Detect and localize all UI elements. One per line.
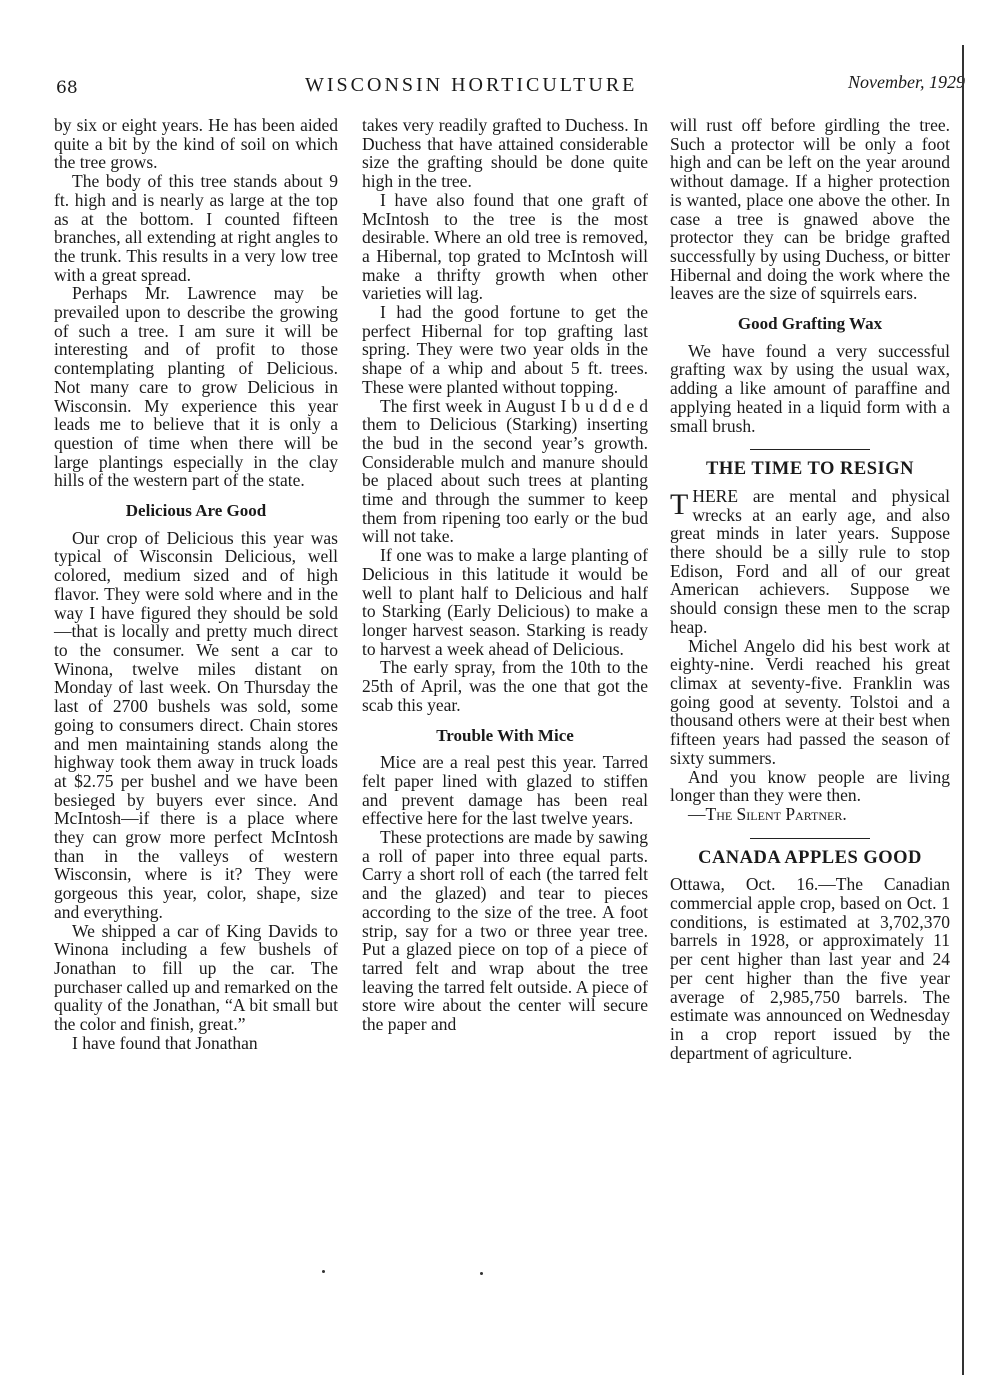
article-title-canada-apples: CANADA APPLES GOOD — [698, 847, 922, 868]
column-2 — [362, 116, 648, 1034]
paragraph: I had the good fortune to get the perfect Hibernal for top grafting last spring. They were two year olds in the shape of a whip and about 5 ft. trees. These were planted without topping. — [362, 302, 648, 397]
paragraph: If one was to make a large planting of Delicious in this latitude it would be well to plant half to Delicious and half to Starking (Early Delicious) to make a longer harvest season. Starking is ready to harvest a week ahead of Delicious. — [362, 545, 648, 659]
paragraph: Michel Angelo did his best work at eighty-nine. Verdi reached his great climax at seventy-five. Franklin was going good at seventy. Tolstoi and a thousand others were at their best when fifteen years had passed the season of sixty summers. — [670, 635, 950, 768]
column-3 — [670, 116, 950, 1062]
drop-cap: T — [670, 487, 689, 521]
paragraph: takes very readily grafted to Duchess. In Duchess that have attained considerable size the grafting should be done quite high in the tree. — [362, 115, 648, 192]
column-1 — [54, 116, 338, 1052]
issue-date: November, 1929 — [848, 72, 965, 92]
paragraph: Ottawa, Oct. 16.—The Canadian commercial apple crop, based on Oct. 1 conditions, is estimated at 3,702,370 barrels in 1928, or approximately 11 per cent higher than last year and 24 per cent higher than the five year average of 2,985,750 barrels. The estimate was announced on Wednesday in a crop report issued by the department of agriculture. — [670, 874, 950, 1063]
paragraph: by six or eight years. He has been aided quite a bit by the kind of soil on which the tree grows. — [54, 115, 338, 173]
journal-title: WISCONSIN HORTICULTURE — [305, 74, 638, 96]
paragraph: I have found that Jonathan — [72, 1032, 258, 1053]
paragraph: These protections are made by sawing a roll of paper into three equal parts. Carry a short roll of each (the tarred felt and the glazed) and tear to pieces according to the size of the tree. A foot strip, say for a two or three year tree. Put a glazed piece on top of a piece of tarred felt and wrap about the tree leaving the tarred felt outside. A piece of store wire about the center will secure the paper and — [362, 827, 648, 1035]
divider — [750, 449, 870, 450]
paragraph: The first week in August I b u d d e d them to Delicious (Starking) inserting the bud in the second year’s growth. Considerable mulch and manure should be placed about such trees at planting time and through the summer to keep them from ripening too early or the bud will not take. — [362, 395, 648, 547]
paragraph: We have found a very successful grafting wax by using the usual wax, adding a like amount of paraffine and applying heated in a liquid form with a small brush. — [670, 340, 950, 436]
paragraph — [670, 487, 950, 637]
paragraph-text: HERE are mental and physical wrecks at an early age, and also great minds in later years. Suppose there should be a silly rule to stop Edison, Ford and all of our great American achievers. Suppose we should consign these men to the scrap heap. — [670, 485, 950, 637]
signature: —The Silent Partner. — [688, 803, 847, 824]
paragraph: The early spray, from the 10th to the 25th of April, was the one that got the scab this year. — [362, 657, 648, 715]
section-heading-delicious: Delicious Are Good — [125, 501, 267, 521]
paragraph: will rust off before girdling the tree. Such a protector will be only a foot high and can be left on the year around without damage. If a higher protection is wanted, place one above the other. In case a tree is gnawed above the protector they can be bridge grafted successfully by using Duchess, or bitter Hibernal and doing the work where the leaves are the size of squirrels ears. — [670, 115, 950, 304]
paragraph: I have also found that one graft of McIntosh to the tree is the most desirable. Where an old tree is removed, a Hibernal, top grated to McIntosh will make a thrifty growth when other varieties will lag. — [362, 189, 648, 304]
speck — [480, 1272, 483, 1275]
speck — [322, 1270, 325, 1273]
paragraph: And you know people are living longer than they were then. — [670, 766, 950, 806]
paragraph: The body of this tree stands about 9 ft. high and is nearly as large at the top as at the bottom. I counted fifteen branches, all extending at right angles to the trunk. This results in a very low tree with a great spread. — [54, 171, 338, 285]
divider — [750, 838, 870, 839]
page-edge-line — [962, 45, 964, 1375]
paragraph: Mice are a real pest this year. Tarred felt paper lined with glazed to stiffen and prevent damage has been real effective here for the last twelve years. — [362, 752, 648, 829]
running-header — [50, 72, 965, 98]
paragraph: Perhaps Mr. Lawrence may be prevailed upon to describe the growing of such a tree. I am sure it will be interesting and of profit to those contemplating planting of Delicious. Not many care to grow Delicious in Wisconsin. My experience this year leads me to believe that it is only a question of time when there will be large plantings especially in the clay hills of the western part of the state. — [54, 283, 338, 491]
paragraph: We shipped a car of King Davids to Winona including a few bushels of Jonathan to fill up the car. The purchaser called up and remarked on the quality of the Jonathan, “A bit small but the color and finish, great.” — [54, 920, 338, 1035]
paragraph: Our crop of Delicious this year was typical of Wisconsin Delicious, well colored, medium sized and of high flavor. They were sold where and in the way I have figured they should be sold—that is locally and pretty much direct to the consumer. We sent a car to Winona, twelve miles distant on Monday of last week. On Thursday the last of 2700 bushels was sold, some going to consumers direct. Chain stores and men maintaining stands along the highway took them away in truck loads at $2.75 per bushel and we have been besieged by buyers ever since. And McIntosh—if there is a place where they can grow more perfect McIntosh than in the valleys of western Wisconsin, where is it? They were gorgeous this year, color, shape, size and everything. — [54, 527, 338, 922]
section-heading-mice: Trouble With Mice — [436, 725, 574, 745]
page-number: 68 — [56, 78, 78, 98]
article-title-time-to-resign: THE TIME TO RESIGN — [706, 459, 914, 480]
section-heading-grafting-wax: Good Grafting Wax — [737, 314, 883, 334]
